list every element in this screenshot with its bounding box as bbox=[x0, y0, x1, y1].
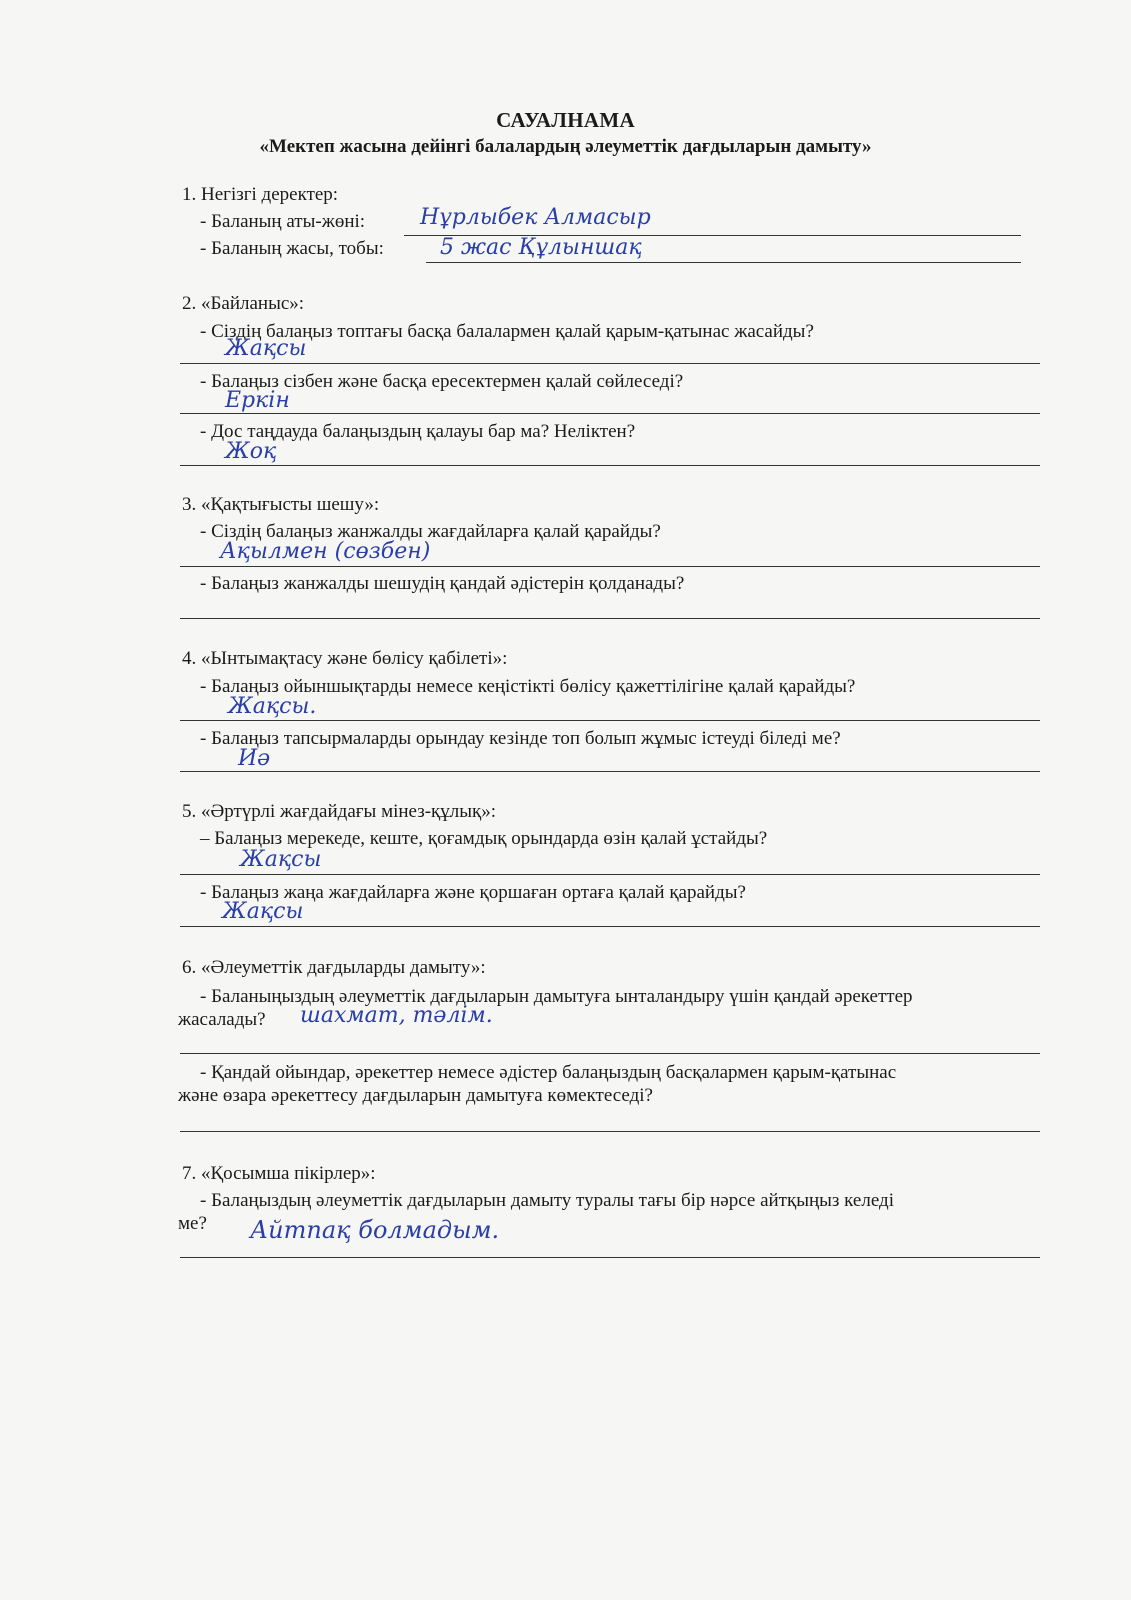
s3-answer-1-line bbox=[180, 566, 1040, 567]
s5-answer-1-line bbox=[180, 874, 1040, 875]
s6-question-1-line-2: жасалады? bbox=[178, 1009, 266, 1030]
section-6-heading: 6. «Әлеуметтік дағдыларды дамыту»: bbox=[182, 957, 486, 978]
s3-answer-2-line bbox=[180, 618, 1040, 619]
s3-answer-1[interactable]: Ақылмен (сөзбен) bbox=[220, 539, 431, 564]
s2-answer-3[interactable]: Жоқ bbox=[225, 439, 277, 464]
s2-question-2: - Балаңыз сізбен және басқа ересектермен қалай сөйлеседі? bbox=[200, 371, 684, 392]
child-age-group-line bbox=[426, 262, 1021, 263]
child-name-label: - Баланың аты-жөні: bbox=[200, 211, 366, 232]
child-age-group-label: - Баланың жасы, тобы: bbox=[200, 238, 384, 259]
s3-question-2: - Балаңыз жанжалды шешудің қандай әдістерін қолданады? bbox=[200, 573, 685, 594]
section-2-heading: 2. «Байланыс»: bbox=[182, 293, 305, 314]
section-3-heading: 3. «Қақтығысты шешу»: bbox=[182, 494, 380, 515]
section-4-heading: 4. «Ынтымақтасу және бөлісу қабілеті»: bbox=[182, 648, 508, 669]
s2-question-1: - Сіздің балаңыз топтағы басқа балалармен қалай қарым-қатынас жасайды? bbox=[200, 321, 814, 342]
s6-question-1-line-1: - Баланыңыздың әлеуметтік дағдыларын дамытуға ынталандыру үшін қандай әрекеттер bbox=[200, 986, 913, 1007]
s6-question-2-line-2: және өзара әрекеттесу дағдыларын дамытуға көмектеседі? bbox=[178, 1085, 653, 1106]
s5-question-1: – Балаңыз мерекеде, кеште, қоғамдық орындарда өзін қалай ұстайды? bbox=[200, 828, 768, 849]
section-1-heading: 1. Негізгі деректер: bbox=[182, 184, 339, 205]
s5-answer-1[interactable]: Жақсы bbox=[240, 847, 322, 872]
s6-answer-1-line bbox=[180, 1053, 1040, 1054]
section-7-heading: 7. «Қосымша пікірлер»: bbox=[182, 1163, 376, 1184]
s2-answer-2-line bbox=[180, 413, 1040, 414]
s2-answer-1-line bbox=[180, 363, 1040, 364]
s4-question-2: - Балаңыз тапсырмаларды орындау кезінде топ болып жұмыс істеуді біледі ме? bbox=[200, 728, 841, 749]
s4-answer-1-line bbox=[180, 720, 1040, 721]
s6-question-2-line-1: - Қандай ойындар, әрекеттер немесе әдістер балаңыздың басқалармен қарым-қатынас bbox=[200, 1062, 897, 1083]
s7-question-1-line-1: - Балаңыздың әлеуметтік дағдыларын дамыту туралы тағы бір нәрсе айтқыңыз келеді bbox=[200, 1190, 894, 1211]
child-name-answer[interactable]: Нұрлыбек Алмасыр bbox=[420, 205, 651, 230]
s7-question-1-line-2: ме? bbox=[178, 1213, 207, 1234]
s4-answer-2-line bbox=[180, 771, 1040, 772]
section-5-heading: 5. «Әртүрлі жағдайдағы мінез-құлық»: bbox=[182, 801, 497, 822]
s5-answer-2-line bbox=[180, 926, 1040, 927]
s7-answer-1-line bbox=[180, 1257, 1040, 1258]
s4-answer-2[interactable]: Иә bbox=[238, 746, 271, 771]
s4-question-1: - Балаңыз ойыншықтарды немесе кеңістікті бөлісу қажеттілігіне қалай қарайды? bbox=[200, 676, 856, 697]
s6-answer-2-line bbox=[180, 1131, 1040, 1132]
s2-answer-1[interactable]: Жақсы bbox=[225, 336, 307, 361]
s4-answer-1[interactable]: Жақсы. bbox=[228, 694, 317, 719]
document-subtitle: «Мектеп жасына дейінгі балалардың әлеуметтік дағдыларын дамыту» bbox=[259, 136, 872, 157]
s6-answer-1[interactable]: шахмат, тәлім. bbox=[300, 1003, 493, 1028]
s3-question-1: - Сіздің балаңыз жанжалды жағдайларға қалай қарайды? bbox=[200, 521, 661, 542]
document-title: САУАЛНАМА bbox=[496, 108, 635, 132]
child-age-group-answer[interactable]: 5 жас Құлыншақ bbox=[440, 235, 642, 260]
s2-question-3: - Дос таңдауда балаңыздың қалауы бар ма? Неліктен? bbox=[200, 421, 636, 442]
s5-question-2: - Балаңыз жаңа жағдайларға және қоршаған ортаға қалай қарайды? bbox=[200, 882, 746, 903]
s5-answer-2[interactable]: Жақсы bbox=[222, 899, 304, 924]
s2-answer-2[interactable]: Еркін bbox=[225, 388, 290, 413]
s7-answer-1[interactable]: Айтпақ болмадым. bbox=[250, 1216, 500, 1244]
s2-answer-3-line bbox=[180, 465, 1040, 466]
